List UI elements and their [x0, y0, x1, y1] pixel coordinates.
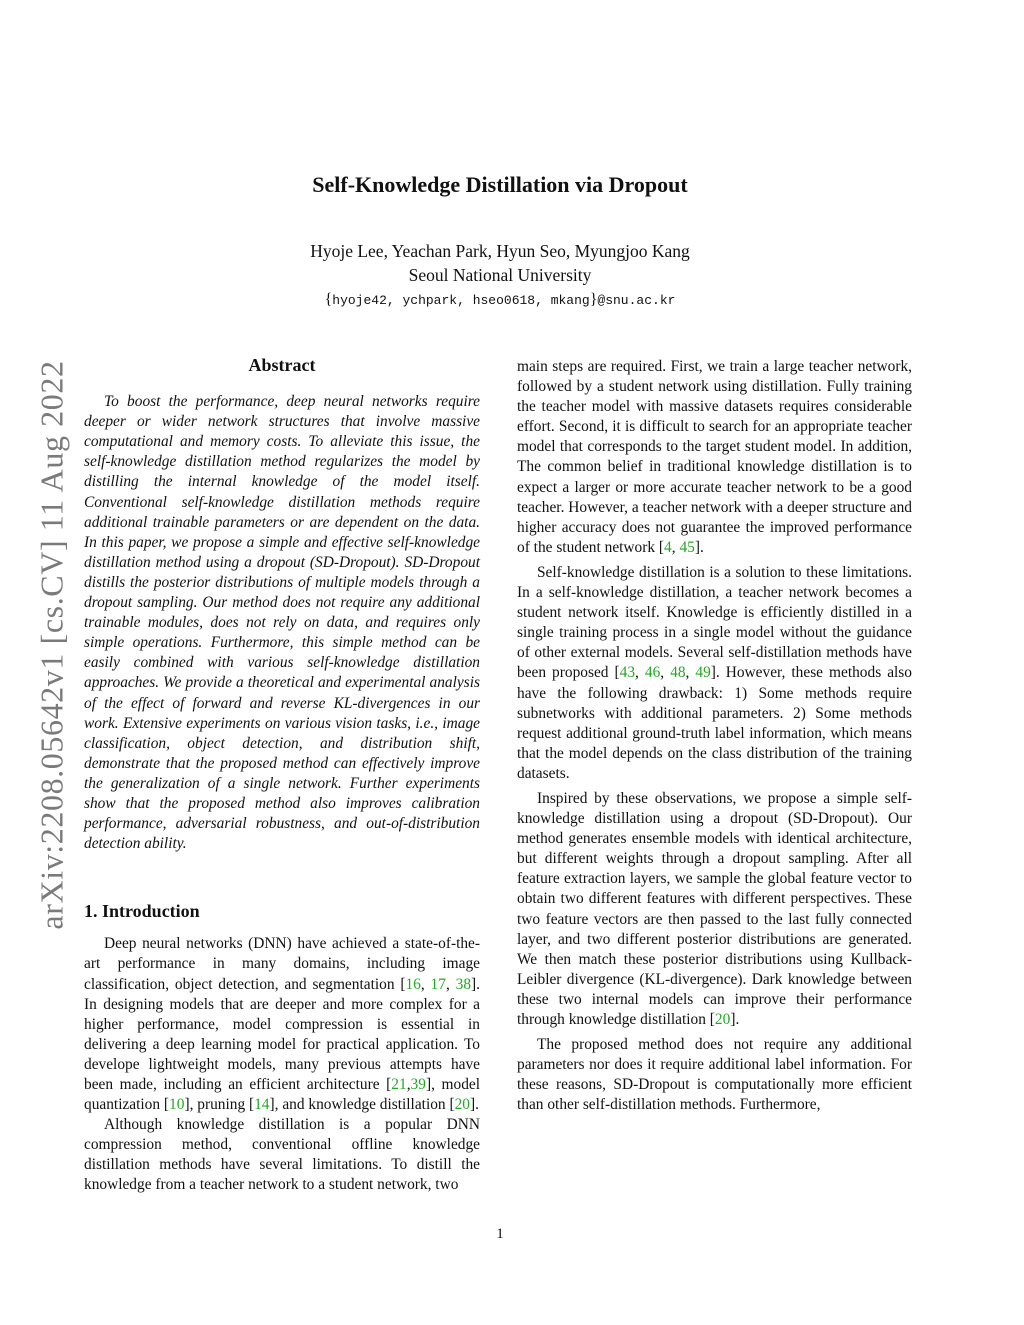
text-run: ]. — [694, 538, 704, 556]
author-emails — [0, 291, 1000, 309]
text-run: Inspired by these observations, we propose a simple self-knowledge distillation using a dropout (SD-Dropout). Our method generates ensemble models with identical architecture, but different weights through a dropout sampling. After all feature extraction layers, we sample the global feature vector to obtain two different features with different perspectives. These two feature vectors are then passed to the last fully connected layer, and two different posterior distributions are generated. We then match these posterior distributions using Kullback-Leibler divergence (KL-divergence). Dark knowledge between these two internal models can improve their performance through knowledge distillation [ — [517, 789, 912, 1028]
citation-link[interactable]: 4 — [664, 538, 672, 556]
citation-link[interactable]: 14 — [254, 1096, 270, 1114]
citation-link[interactable]: 21 — [391, 1076, 407, 1093]
affiliation: Seoul National University — [408, 265, 592, 285]
email-brace-close: } — [589, 291, 598, 308]
citation-link[interactable]: 20 — [714, 1011, 731, 1028]
text-run: ]. However, these methods also have the following drawback: 1) Some methods require subnetworks with additional parameters. 2) Some methods request additional ground-truth label information, which means that the model depends on the class distribution of the training datasets. — [517, 664, 912, 782]
citation-link[interactable]: 10 — [169, 1096, 185, 1114]
email-brace-open: { — [324, 291, 333, 308]
intro-paragraph-4 — [517, 789, 912, 1030]
text-run: , — [635, 664, 645, 682]
email-names: hyoje42, ychpark, hseo0618, mkang — [332, 293, 590, 308]
left-column — [84, 355, 480, 1196]
text-run: , — [660, 664, 671, 682]
page-number: 1 — [496, 1226, 504, 1242]
citation-link[interactable]: 43 — [619, 664, 636, 682]
citation-link[interactable]: 16 — [405, 975, 421, 993]
text-run: , — [406, 1076, 411, 1093]
abstract-heading: Abstract — [248, 355, 316, 375]
intro-paragraph-1 — [84, 934, 480, 1115]
citation-link[interactable]: 45 — [679, 538, 695, 556]
citation-link[interactable]: 46 — [644, 664, 661, 682]
text-run: , — [685, 664, 696, 682]
text-run: ]. In designing models that are deeper and more complex for a higher performance, model compression is essential in delivering a deep learning model for practical application. To develope lightweight models, many previous attempts have been made, including an efficient architecture [ — [84, 975, 480, 1093]
intro-paragraph-3 — [517, 563, 912, 784]
text-run: Deep neural networks (DNN) have achieved a state-of-the-art performance in many domains, including image classification, object detection, and segmentation [ — [84, 935, 480, 993]
intro-paragraph-5: The proposed method does not require any additional parameters nor does it require additional label information. For these reasons, SD-Dropout is computationally more efficient than other self-distillation methods. Furthermore, — [517, 1036, 912, 1114]
intro-paragraph-2-continued — [517, 357, 912, 558]
text-run: , — [445, 975, 456, 993]
text-run: ]. — [469, 1096, 479, 1114]
text-run: , — [420, 975, 431, 993]
citation-link[interactable]: 38 — [455, 975, 472, 993]
citation-link[interactable]: 49 — [695, 664, 711, 682]
text-run: main steps are required. First, we train a large teacher network, followed by a student network using distillation. Fully training the teacher model with massive datasets requires considerable effort. Second, it is difficult to search for an appropriate teacher model that corresponds to the target student model. In addition, The common belief in traditional knowledge distillation is to expect a larger or more accurate teacher network to be a good teacher. However, a teacher network with a deeper structure and higher accuracy does not guarantee the improved performance of the student network [ — [517, 358, 912, 556]
paper-title: Self-Knowledge Distillation via Dropout — [312, 172, 688, 197]
citation-link[interactable]: 39 — [410, 1076, 426, 1093]
right-column — [517, 357, 912, 1115]
text-run: , — [671, 538, 680, 556]
text-run: ], pruning [ — [184, 1096, 255, 1114]
text-run: ]. — [730, 1011, 740, 1028]
text-run: ], model quantization [ — [84, 1076, 480, 1114]
text-run: Self-knowledge distillation is a solution to these limitations. In a self-knowledge distillation, a teacher network becomes a student network itself. Knowledge is efficiently distilled in a single training process in a single model without the guidance of other external models. Several self-distillation methods have been proposed [ — [517, 563, 912, 682]
citation-link[interactable]: 17 — [430, 975, 446, 993]
citation-link[interactable]: 48 — [670, 664, 686, 682]
author-list: Hyoje Lee, Yeachan Park, Hyun Seo, Myungjoo Kang — [310, 241, 690, 261]
arxiv-identifier: arXiv:2208.05642v1 [cs.CV] 11 Aug 2022 — [33, 360, 70, 930]
text-run: Although knowledge distillation is a popular DNN compression method, conventional offline knowledge distillation methods have several limitations. To distill the knowledge from a teacher network to a student network, two — [84, 1116, 480, 1194]
abstract-text: To boost the performance, deep neural networks require deeper or wider network structures that involve massive computational and memory costs. To alleviate this issue, the self-knowledge distillation method regularizes the model by distilling the internal knowledge of the model itself. Conventional self-knowledge distillation methods require additional trainable parameters or are dependent on the data. In this paper, we propose a simple and effective self-knowledge distillation method using a dropout (SD-Dropout). SD-Dropout distills the posterior distributions of multiple models through a dropout sampling. Our method does not require any additional trainable modules, does not rely on data, and requires only simple operations. Furthermore, this simple method can be easily combined with various self-knowledge distillation approaches. We provide a theoretical and experimental analysis of the effect of forward and reverse KL-divergences in our work. Extensive experiments on various vision tasks, i.e., image classification, object detection, and distribution shift, demonstrate that the proposed method can effectively improve the generalization of a single network. Further experiments show that the proposed method also improves calibration performance, adversarial robustness, and out-of-distribution detection ability. — [84, 393, 480, 853]
text-run: ], and knowledge distillation [ — [269, 1096, 455, 1114]
citation-link[interactable]: 20 — [454, 1096, 470, 1114]
introduction-heading: 1. Introduction — [84, 901, 200, 922]
email-domain: @snu.ac.kr — [597, 293, 676, 308]
intro-paragraph-2 — [84, 1115, 480, 1195]
